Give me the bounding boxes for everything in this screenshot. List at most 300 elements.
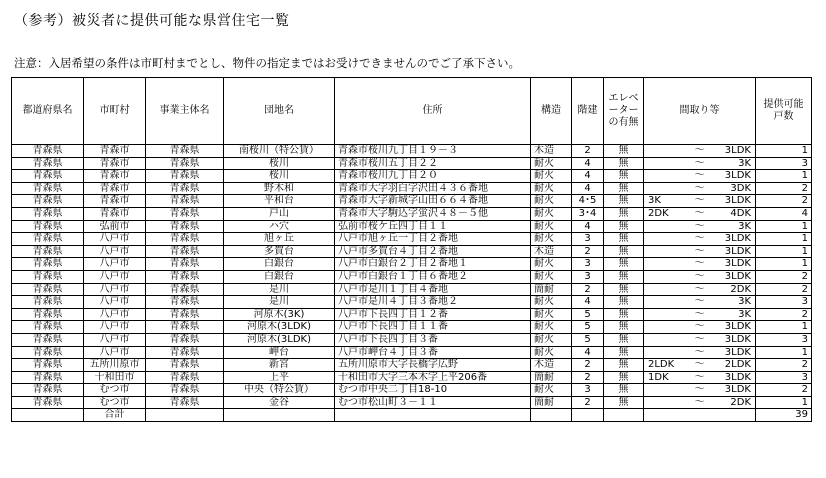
layout-from [648,321,676,333]
cell-address: 青森市大字新城字山田６６４番地 [335,195,531,208]
cell-entity: 青森県 [146,308,224,321]
cell-complex: 上平 [224,371,335,384]
cell-address: むつ市中央二丁目18-10 [335,384,531,397]
cell-elevator: 無 [604,182,644,195]
cell-complex: 白銀台 [224,258,335,271]
cell-city: 八戸市 [84,233,146,246]
cell-layout [644,157,756,170]
header-address: 住所 [335,78,531,145]
cell-floors: 4 [572,170,604,183]
layout-to: 3LDK [724,258,751,270]
layout-to: 3LDK [724,333,751,345]
layout-to: 2DK [730,283,751,295]
table-row [12,220,812,233]
cell-complex: 河原木(3K) [224,308,335,321]
cell-layout [644,359,756,372]
cell-complex: 金谷 [224,396,335,409]
cell-elevator: 無 [604,270,644,283]
layout-from: 1DK [648,371,669,383]
page-title: （参考）被災者に提供可能な県営住宅一覧 [14,13,290,29]
cell-floors: 5 [572,321,604,334]
cell-layout [644,346,756,359]
cell-address: 青森市大字駒込字蛍沢４８－５他 [335,207,531,220]
cell-city: 弘前市 [84,220,146,233]
table-row [12,195,812,208]
total-spacer [146,409,224,422]
table-row [12,371,812,384]
cell-structure: 耐火 [531,157,572,170]
cell-elevator: 無 [604,371,644,384]
cell-complex: 戸山 [224,207,335,220]
cell-city: 五所川原市 [84,359,146,372]
table-row [12,283,812,296]
total-spacer [531,409,572,422]
cell-pref: 青森県 [12,195,84,208]
cell-pref: 青森県 [12,157,84,170]
cell-entity: 青森県 [146,207,224,220]
layout-to: 2LDK [724,359,751,371]
cell-layout [644,220,756,233]
layout-from: 3K [648,195,661,207]
cell-complex: 是川 [224,283,335,296]
cell-address: 八戸市下長四丁目１１番 [335,321,531,334]
cell-entity: 青森県 [146,270,224,283]
cell-entity: 青森県 [146,182,224,195]
cell-entity: 青森県 [146,245,224,258]
header-entity: 事業主体名 [146,78,224,145]
cell-layout [644,170,756,183]
cell-address: 八戸市下長四丁目３番 [335,333,531,346]
layout-sep: ～ [694,384,705,396]
total-spacer [224,409,335,422]
cell-floors: 3 [572,258,604,271]
layout-from [648,158,676,170]
cell-entity: 青森県 [146,145,224,158]
cell-city: むつ市 [84,396,146,409]
cell-elevator: 無 [604,396,644,409]
cell-layout [644,270,756,283]
cell-elevator: 無 [604,283,644,296]
cell-structure: 耐火 [531,346,572,359]
layout-to: 3LDK [724,195,751,207]
layout-from [648,296,676,308]
cell-address: 八戸市白銀台２丁目２番地１ [335,258,531,271]
cell-floors: 2 [572,359,604,372]
cell-units: 2 [756,384,812,397]
cell-structure: 耐火 [531,195,572,208]
cell-floors: 3 [572,384,604,397]
layout-sep: ～ [694,321,705,333]
cell-city: 八戸市 [84,321,146,334]
layout-to: 3LDK [724,346,751,358]
cell-pref: 青森県 [12,359,84,372]
total-spacer [572,409,604,422]
layout-to: 3LDK [724,321,751,333]
cell-pref: 青森県 [12,220,84,233]
cell-units: 3 [756,371,812,384]
layout-to: 2DK [730,396,751,408]
cell-floors: 3･4 [572,207,604,220]
cell-elevator: 無 [604,233,644,246]
cell-floors: 2 [572,396,604,409]
header-floors: 階建 [572,78,604,145]
cell-elevator: 無 [604,258,644,271]
cell-units: 1 [756,396,812,409]
layout-sep: ～ [694,283,705,295]
layout-to: 3K [738,308,751,320]
cell-structure: 簡耐 [531,371,572,384]
notice-text: 注意：入居希望の条件は市町村までとし、物件の指定まではお受けできませんのでご了承下さい。 [14,56,520,70]
cell-address: 八戸市旭ヶ丘一丁目２番地 [335,233,531,246]
layout-to: 3LDK [724,384,751,396]
layout-sep: ～ [694,145,705,156]
cell-units: 4 [756,207,812,220]
cell-layout [644,321,756,334]
cell-structure: 簡耐 [531,396,572,409]
cell-entity: 青森県 [146,170,224,183]
cell-address: 八戸市是川４丁目３番地２ [335,296,531,309]
cell-elevator: 無 [604,245,644,258]
cell-address: 青森市大字羽白字沢田４３６番地 [335,182,531,195]
table-row [12,182,812,195]
layout-sep: ～ [694,245,705,257]
cell-elevator: 無 [604,195,644,208]
layout-to: 4DK [730,207,751,219]
cell-pref: 青森県 [12,233,84,246]
cell-entity: 青森県 [146,296,224,309]
cell-floors: 4 [572,182,604,195]
table-row [12,296,812,309]
cell-units: 1 [756,233,812,246]
layout-to: 3LDK [724,233,751,245]
cell-floors: 5 [572,308,604,321]
cell-floors: 3 [572,233,604,246]
cell-city: 青森市 [84,195,146,208]
cell-pref: 青森県 [12,283,84,296]
cell-pref: 青森県 [12,182,84,195]
header-structure: 構造 [531,78,572,145]
cell-pref: 青森県 [12,145,84,158]
cell-city: 青森市 [84,157,146,170]
layout-from [648,221,676,233]
cell-elevator: 無 [604,207,644,220]
table-row [12,359,812,372]
cell-city: 十和田市 [84,371,146,384]
total-units: 39 [756,409,812,422]
cell-address: 弘前市桜ケ丘四丁目１１ [335,220,531,233]
cell-city: 八戸市 [84,296,146,309]
layout-to: 3K [738,220,751,232]
cell-entity: 青森県 [146,396,224,409]
table-row [12,321,812,334]
cell-elevator: 無 [604,384,644,397]
cell-structure: 耐火 [531,333,572,346]
cell-layout [644,233,756,246]
cell-layout [644,296,756,309]
table-row [12,245,812,258]
cell-units: 1 [756,346,812,359]
layout-to: 3K [738,157,751,169]
cell-city: 青森市 [84,170,146,183]
table-row [12,270,812,283]
layout-sep: ～ [694,333,705,345]
layout-sep: ～ [694,258,705,270]
cell-entity: 青森県 [146,220,224,233]
cell-complex: 中央（特公賃） [224,384,335,397]
cell-elevator: 無 [604,333,644,346]
cell-complex: 河原木(3LDK) [224,321,335,334]
cell-layout [644,258,756,271]
cell-entity: 青森県 [146,195,224,208]
cell-entity: 青森県 [146,233,224,246]
cell-structure: 簡耐 [531,283,572,296]
cell-elevator: 無 [604,170,644,183]
cell-layout [644,195,756,208]
cell-address: むつ市松山町３－１１ [335,396,531,409]
cell-floors: 4 [572,346,604,359]
layout-from [648,347,676,359]
cell-structure: 耐火 [531,207,572,220]
cell-pref: 青森県 [12,396,84,409]
cell-address: 青森市桜川五丁目２２ [335,157,531,170]
cell-layout [644,371,756,384]
cell-floors: 2 [572,371,604,384]
total-spacer [644,409,756,422]
cell-units: 2 [756,308,812,321]
layout-sep: ～ [694,233,705,245]
layout-sep: ～ [694,371,705,383]
table-row [12,258,812,271]
header-pref: 都道府県名 [12,78,84,145]
cell-structure: 耐火 [531,233,572,246]
layout-from [648,334,676,346]
cell-city: 青森市 [84,207,146,220]
cell-complex: 桜川 [224,157,335,170]
cell-units: 2 [756,182,812,195]
cell-city: 八戸市 [84,333,146,346]
cell-address: 八戸市白銀台１丁目６番地２ [335,270,531,283]
cell-city: 青森市 [84,145,146,158]
cell-layout [644,245,756,258]
layout-sep: ～ [694,195,705,207]
cell-structure: 耐火 [531,170,572,183]
table-row [12,157,812,170]
table-row [12,384,812,397]
cell-entity: 青森県 [146,371,224,384]
cell-pref: 青森県 [12,308,84,321]
cell-entity: 青森県 [146,359,224,372]
cell-entity: 青森県 [146,384,224,397]
cell-structure: 耐火 [531,308,572,321]
cell-layout [644,145,756,158]
layout-from: 2DK [648,207,669,219]
cell-structure: 木造 [531,359,572,372]
table-row [12,333,812,346]
cell-elevator: 無 [604,308,644,321]
cell-city: 青森市 [84,182,146,195]
layout-from [648,397,676,409]
cell-address: 八戸市是川１丁目４番地 [335,283,531,296]
layout-from [648,170,676,182]
cell-complex: 桜川 [224,170,335,183]
cell-complex: 南桜川（特公賃） [224,145,335,158]
cell-units: 2 [756,359,812,372]
layout-to: 3LDK [724,371,751,383]
cell-entity: 青森県 [146,321,224,334]
cell-pref: 青森県 [12,371,84,384]
header-city: 市町村 [84,78,146,145]
cell-complex: 是川 [224,296,335,309]
cell-units: 2 [756,283,812,296]
cell-layout [644,308,756,321]
cell-pref: 青森県 [12,258,84,271]
cell-complex: 平和台 [224,195,335,208]
layout-from [648,271,676,283]
cell-structure: 耐火 [531,296,572,309]
table-row [12,207,812,220]
layout-sep: ～ [694,396,705,408]
layout-sep: ～ [694,157,705,169]
layout-sep: ～ [694,182,705,194]
cell-units: 1 [756,170,812,183]
cell-units: 2 [756,270,812,283]
cell-layout [644,207,756,220]
cell-elevator: 無 [604,157,644,170]
cell-pref: 青森県 [12,270,84,283]
cell-city: むつ市 [84,384,146,397]
layout-from [648,233,676,245]
cell-layout [644,396,756,409]
cell-city: 八戸市 [84,308,146,321]
layout-to: 3LDK [724,170,751,182]
layout-from [648,309,676,321]
cell-elevator: 無 [604,145,644,158]
layout-sep: ～ [694,270,705,282]
cell-floors: 4 [572,296,604,309]
cell-structure: 耐火 [531,384,572,397]
cell-complex: 岬台 [224,346,335,359]
layout-sep: ～ [694,346,705,358]
cell-entity: 青森県 [146,333,224,346]
cell-layout [644,384,756,397]
cell-layout [644,333,756,346]
layout-to: 3DK [730,182,751,194]
cell-pref: 青森県 [12,296,84,309]
header-row [12,78,812,145]
total-spacer [12,409,84,422]
header-complex: 団地名 [224,78,335,145]
cell-floors: 2 [572,245,604,258]
cell-units: 1 [756,258,812,271]
layout-sep: ～ [694,308,705,320]
cell-entity: 青森県 [146,258,224,271]
cell-units: 2 [756,195,812,208]
cell-address: 十和田市大字三本木字上平206番 [335,371,531,384]
cell-pref: 青森県 [12,321,84,334]
cell-address: 八戸市岬台４丁目３番 [335,346,531,359]
layout-from [648,145,676,157]
cell-floors: 5 [572,333,604,346]
cell-layout [644,283,756,296]
cell-address: 青森市桜川九丁目１９－３ [335,145,531,158]
cell-elevator: 無 [604,346,644,359]
cell-elevator: 無 [604,296,644,309]
housing-table [11,77,812,422]
cell-structure: 木造 [531,245,572,258]
layout-from [648,246,676,258]
cell-elevator: 無 [604,220,644,233]
cell-elevator: 無 [604,359,644,372]
cell-floors: 3 [572,270,604,283]
cell-pref: 青森県 [12,384,84,397]
cell-structure: 耐火 [531,270,572,283]
layout-from [648,183,676,195]
cell-city: 八戸市 [84,245,146,258]
layout-from [648,258,676,270]
cell-floors: 4･5 [572,195,604,208]
cell-structure: 木造 [531,145,572,158]
table-row [12,346,812,359]
cell-elevator: 無 [604,321,644,334]
cell-layout [644,182,756,195]
cell-structure: 耐火 [531,182,572,195]
cell-complex: 多賀台 [224,245,335,258]
header-units: 提供可能戸数 [756,78,812,145]
cell-complex: 新宮 [224,359,335,372]
cell-address: 八戸市多賀台４丁目２番地 [335,245,531,258]
cell-structure: 耐火 [531,321,572,334]
layout-to: 3LDK [724,245,751,257]
layout-from: 2LDK [648,359,675,371]
cell-units: 3 [756,333,812,346]
cell-pref: 青森県 [12,170,84,183]
cell-entity: 青森県 [146,346,224,359]
cell-entity: 青森県 [146,157,224,170]
cell-address: 五所川原市大字長橋字広野 [335,359,531,372]
cell-units: 3 [756,296,812,309]
cell-units: 1 [756,220,812,233]
total-row [12,409,812,422]
layout-sep: ～ [694,207,705,219]
layout-from [648,284,676,296]
cell-entity: 青森県 [146,283,224,296]
table-row [12,233,812,246]
cell-units: 1 [756,145,812,158]
layout-to: 3K [738,296,751,308]
cell-complex: ハ穴 [224,220,335,233]
layout-sep: ～ [694,296,705,308]
header-layout: 間取り等 [644,78,756,145]
cell-complex: 旭ヶ丘 [224,233,335,246]
cell-structure: 耐火 [531,220,572,233]
cell-floors: 2 [572,283,604,296]
cell-complex: 河原木(3LDK) [224,333,335,346]
cell-complex: 野木和 [224,182,335,195]
total-spacer [335,409,531,422]
table-row [12,396,812,409]
table-row [12,170,812,183]
cell-floors: 4 [572,157,604,170]
header-elevator: エレベーターの有無 [604,78,644,145]
cell-city: 八戸市 [84,258,146,271]
cell-pref: 青森県 [12,346,84,359]
cell-units: 1 [756,321,812,334]
cell-units: 3 [756,157,812,170]
layout-sep: ～ [694,220,705,232]
cell-city: 八戸市 [84,270,146,283]
cell-pref: 青森県 [12,245,84,258]
layout-sep: ～ [694,359,705,371]
